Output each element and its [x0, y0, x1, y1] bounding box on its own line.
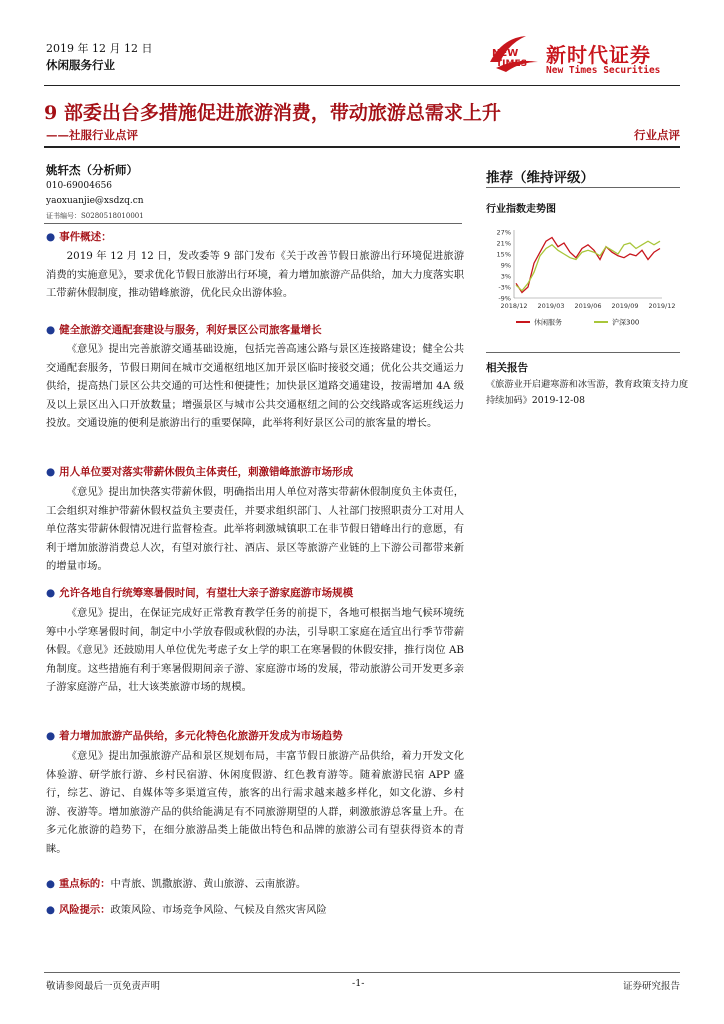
- logo-mark-bottom: TIMES: [496, 59, 528, 69]
- section-heading-product-supply: ● 着力增加旅游产品供给，多元化特色化旅游开发成为市场趋势: [46, 730, 343, 742]
- rating-rule: [486, 187, 680, 188]
- analyst-name: 姚轩杰（分析师）: [46, 163, 138, 177]
- analyst-email[interactable]: yaoxuanjie@xsdzq.cn: [46, 196, 144, 206]
- section-body-transport: 《意见》提出完善旅游交通基础设施，包括完善高速公路与景区连接路建设；健全公共交通配套服务，节假日期间在城市交通枢纽地区加开景区临时接驳交通；优化公共交通运力供给，提高热门景区公共交通的可达性和便捷性；加快景区道路交通建设，按需增加 4A 级及以上景区出入口开放数量；增强景区与城市公共交通枢纽之间的公交线路或客运班线运力投放。交通设施的便利是旅游出行的重要保障，此举将利好景区公司的旅客量的增长。: [46, 343, 464, 430]
- analyst-phone: 010-69004656: [46, 181, 113, 191]
- y-tick-label: 3%: [500, 272, 511, 281]
- x-tick-label: 2019/12: [648, 302, 676, 310]
- y-tick-label: 15%: [496, 250, 511, 259]
- chart-title: 行业指数走势图: [486, 204, 556, 215]
- header-rule: [44, 85, 680, 86]
- bullet-icon: ●: [46, 324, 56, 336]
- report-date: 2019 年 12 月 12 日: [46, 42, 153, 55]
- related-report-item[interactable]: 《旅游业开启避寒游和冰雪游，教育政策支持力度持续加码》2019-12-08: [486, 379, 689, 406]
- bullet-icon: ●: [46, 878, 55, 890]
- y-tick-label: 9%: [500, 261, 511, 270]
- legend-label: 沪深300: [612, 318, 640, 327]
- footer-disclaimer: 敬请参阅最后一页免责声明: [46, 981, 161, 992]
- analyst-rule: [44, 223, 462, 224]
- x-tick-label: 2019/06: [574, 302, 602, 310]
- section-body-product-supply: 《意见》提出加强旅游产品和景区规划布局，丰富节假日旅游产品供给，着力开发文化体验游、研学旅行游、乡村民宿游、休闲度假游、红色教育游等。随着旅游民宿 APP 盛行，综艺、游记、自媒体等多渠道宣传，旅客的出行需求越来越多样化，如文化游、乡村游、夜游等。增加旅游产品的供给能满足有不同旅游期望的人群，刺激旅游总客量上升。在多元化旅游的趋势下，在细分旅游品类上能做出特色和品牌的旅游公司有望获得资本的青睐。: [46, 750, 464, 855]
- risk-warning: ● 风险提示：政策风险、市场竞争风险、气候及自然灾害风险: [46, 904, 327, 916]
- section-body-school-holidays: 《意见》提出，在保证完成好正常教育教学任务的前提下，各地可根据当地气候环境统筹中小学寒暑假时间，制定中小学放春假或秋假的办法，引导职工家庭在适宜出行季节带薪休假。《意见》还鼓励用人单位优先考虑子女上学的职工在寒暑假的休假安排，推行岗位 AB 角制度。这些措施有利于寒暑假期间亲子游、家庭游市场的发展，带动旅游公司开发更多亲子游家庭游产品，壮大该类旅游市场的规模。: [46, 607, 464, 694]
- section-heading-paid-leave: ● 用人单位要对落实带薪休假负主体责任，刺激错峰旅游市场形成: [46, 466, 354, 478]
- page-number: -1-: [352, 978, 365, 989]
- footer-rule: [44, 972, 680, 973]
- bullet-icon: ●: [46, 904, 55, 916]
- report-subtitle: ——社服行业点评: [46, 128, 138, 142]
- related-reports-heading: 相关报告: [486, 362, 528, 374]
- analyst-cert: 证书编号：S0280518010001: [46, 212, 144, 220]
- x-tick-label: 2019/09: [611, 302, 639, 310]
- x-tick-label: 2019/03: [537, 302, 565, 310]
- legend-label: 休闲服务: [534, 318, 562, 327]
- series-line-1: [516, 238, 660, 293]
- bullet-icon: ●: [46, 587, 56, 599]
- rating: 推荐（维持评级）: [486, 170, 594, 186]
- y-tick-label: -9%: [498, 294, 511, 303]
- section-body-overview: 2019 年 12 月 12 日，发改委等 9 部门发布《关于改善节假日旅游出行环境促进旅游消费的实施意见》，要求优化节假日旅游出行环境，着力增加旅游产品供给，加大力度落实职工带薪休假制度，推动错峰旅游，优化民众出游体验。: [46, 250, 464, 300]
- index-trend-chart: [486, 224, 680, 342]
- brand-name-cn: 新时代证券: [546, 43, 651, 67]
- section-heading-school-holidays: ● 允许各地自行统筹寒暑假时间，有望壮大亲子游家庭游市场规模: [46, 587, 354, 599]
- report-title: 9 部委出台多措施促进旅游消费，带动旅游总需求上升: [44, 102, 501, 124]
- logo-mark-icon: [486, 32, 542, 78]
- section-body-paid-leave: 《意见》提出加快落实带薪休假，明确指出用人单位对落实带薪休假制度负主体责任，工会组织对维护带薪休假权益负主要责任，并要求组织部门、人社部门按照职责分工对用人单位落实带薪休假情况进行监督检查。此举将刺激城镇职工在非节假日错峰出行的意愿，有利于增加旅游消费总人次，有望对旅行社、酒店、景区等旅游产业链的上下游公司都带来新的增量市场。: [46, 486, 464, 573]
- bullet-icon: ●: [46, 231, 56, 243]
- report-type: 行业点评: [634, 128, 680, 142]
- section-heading-transport: ● 健全旅游交通配套建设与服务，利好景区公司旅客量增长: [46, 324, 322, 336]
- title-rule: [44, 146, 680, 148]
- key-stocks: ● 重点标的：中青旅、凯撒旅游、黄山旅游、云南旅游。: [46, 878, 307, 890]
- section-heading-overview: ● 事件概述：: [46, 231, 112, 243]
- series-line-2: [516, 241, 660, 291]
- logo-mark-top: NEW: [492, 48, 519, 59]
- bullet-icon: ●: [46, 730, 56, 742]
- y-tick-label: 27%: [496, 228, 511, 237]
- industry-label: 休闲服务行业: [46, 58, 115, 72]
- brand-name-en: New Times Securities: [546, 65, 661, 76]
- y-tick-label: -3%: [498, 283, 511, 292]
- bullet-icon: ●: [46, 466, 56, 478]
- brand-logo: [486, 30, 682, 86]
- x-tick-label: 2018/12: [500, 302, 528, 310]
- y-tick-label: 21%: [496, 239, 511, 248]
- chart-rule: [486, 352, 680, 353]
- footer-label: 证券研究报告: [622, 981, 680, 992]
